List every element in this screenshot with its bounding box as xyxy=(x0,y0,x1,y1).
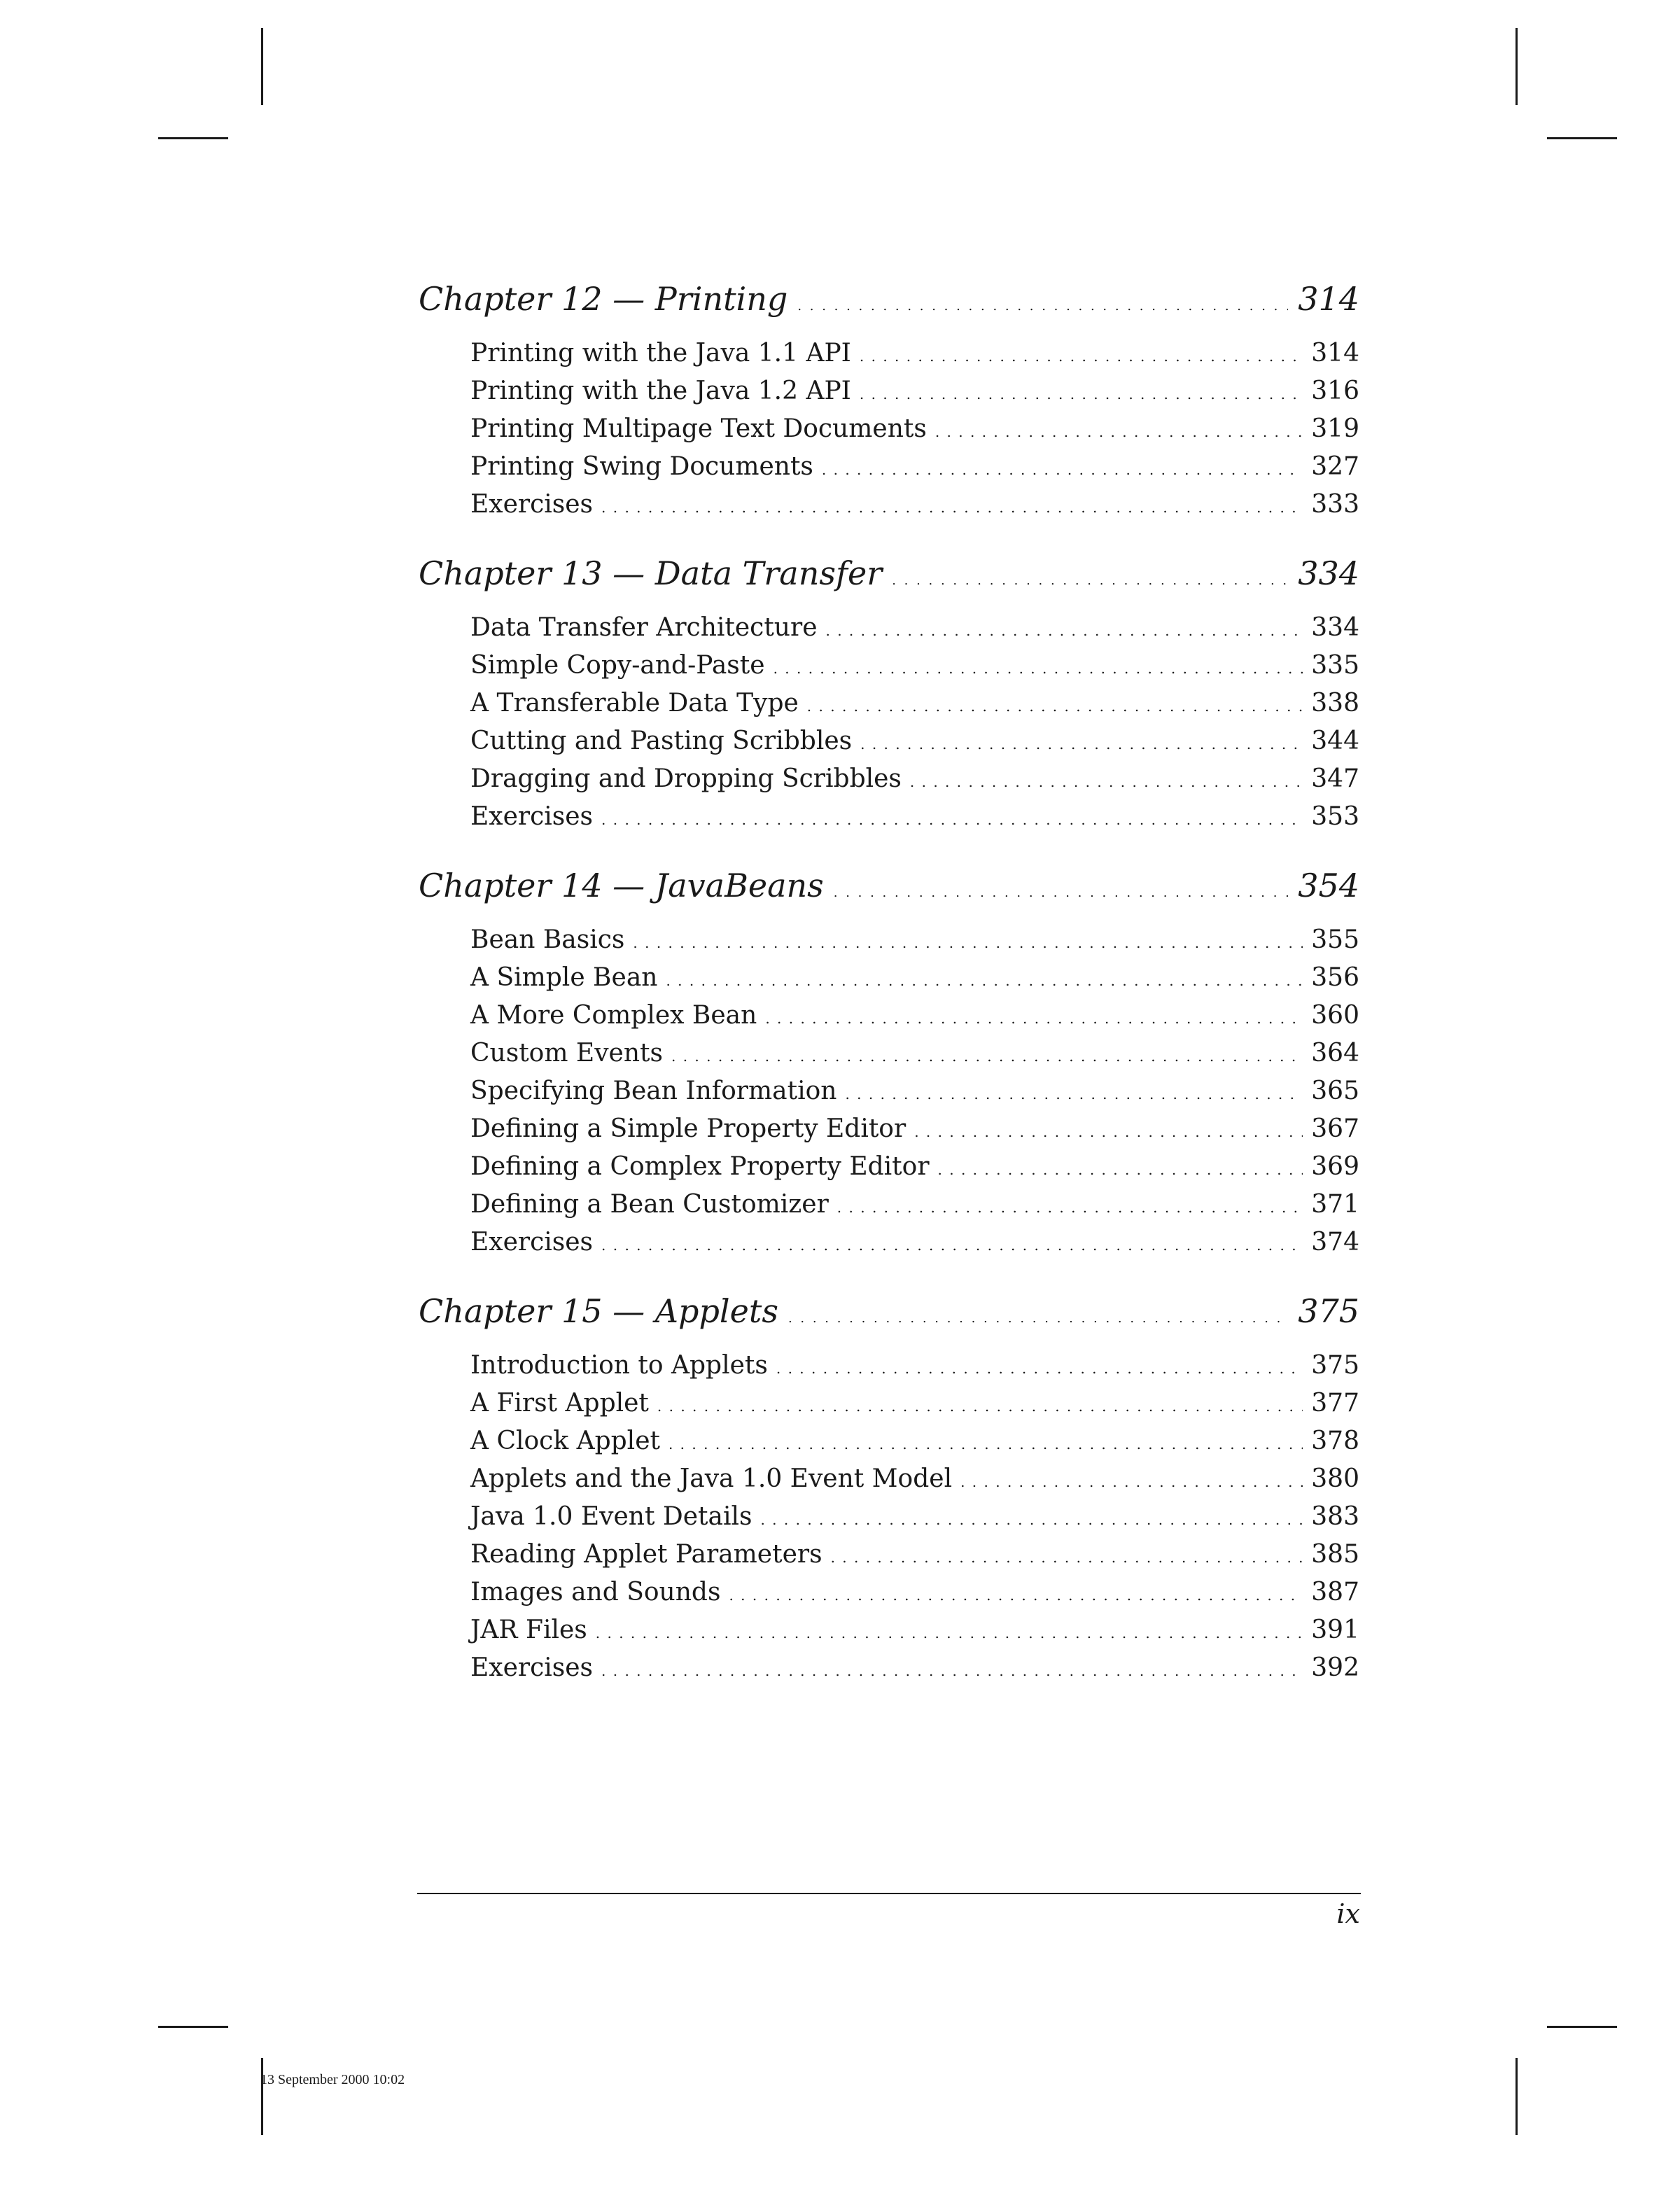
toc-entry[interactable] xyxy=(470,689,1359,727)
crop-mark-bottom-left-horizontal xyxy=(158,2026,228,2028)
chapter-heading[interactable] xyxy=(419,280,1359,336)
chapter-title: Chapter 14 — JavaBeans xyxy=(419,867,824,904)
toc-entry[interactable] xyxy=(470,1001,1359,1039)
entry-title: JAR Files xyxy=(470,1616,587,1644)
toc-entry[interactable] xyxy=(470,1540,1359,1578)
chapter-page-number: 334 xyxy=(1298,554,1359,592)
dot-leader xyxy=(601,811,1303,828)
chapter-title: Chapter 12 — Printing xyxy=(419,280,788,318)
entry-title: Exercises xyxy=(470,490,594,519)
entry-page-number: 378 xyxy=(1311,1427,1359,1455)
entry-page-number: 377 xyxy=(1311,1389,1359,1418)
entry-title: A Clock Applet xyxy=(470,1427,660,1455)
entry-page-number: 333 xyxy=(1311,490,1359,519)
entry-title: Defining a Complex Property Editor xyxy=(470,1152,930,1181)
entry-title: Applets and the Java 1.0 Event Model xyxy=(470,1464,953,1493)
toc-entry[interactable] xyxy=(470,925,1359,963)
entry-page-number: 314 xyxy=(1311,339,1359,368)
entry-page-number: 374 xyxy=(1311,1228,1359,1256)
entry-page-number: 353 xyxy=(1311,802,1359,831)
chapter-section xyxy=(419,1292,1359,1691)
dot-leader xyxy=(892,573,1288,588)
section-list xyxy=(470,339,1359,528)
toc-entry[interactable] xyxy=(470,1653,1359,1691)
entry-page-number: 367 xyxy=(1311,1114,1359,1143)
entry-page-number: 335 xyxy=(1311,651,1359,680)
toc-entry[interactable] xyxy=(470,490,1359,528)
chapter-heading[interactable] xyxy=(419,1292,1359,1348)
entry-page-number: 365 xyxy=(1311,1077,1359,1105)
toc-entry[interactable] xyxy=(470,802,1359,840)
dot-leader xyxy=(860,348,1303,365)
toc-entry[interactable] xyxy=(470,963,1359,1001)
dot-leader xyxy=(860,386,1303,402)
toc-entry[interactable] xyxy=(470,1190,1359,1228)
dot-leader xyxy=(633,934,1303,951)
dot-leader xyxy=(860,736,1303,752)
entry-title: Images and Sounds xyxy=(470,1578,721,1606)
dot-leader xyxy=(601,1237,1303,1254)
dot-leader xyxy=(776,1360,1303,1377)
entry-title: Simple Copy-and-Paste xyxy=(470,651,765,680)
dot-leader xyxy=(831,1549,1303,1566)
entry-page-number: 392 xyxy=(1311,1653,1359,1682)
section-list xyxy=(470,925,1359,1266)
entry-title: Custom Events xyxy=(470,1039,663,1068)
entry-page-number: 364 xyxy=(1311,1039,1359,1068)
entry-title: A Transferable Data Type xyxy=(470,689,799,718)
chapter-heading[interactable] xyxy=(419,867,1359,923)
chapter-title: Chapter 15 — Applets xyxy=(419,1292,778,1330)
toc-entry[interactable] xyxy=(470,377,1359,414)
dot-leader xyxy=(601,499,1303,516)
entry-title: A More Complex Bean xyxy=(470,1001,757,1030)
entry-title: Printing Multipage Text Documents xyxy=(470,414,927,443)
entry-title: Introduction to Applets xyxy=(470,1351,768,1380)
entry-page-number: 347 xyxy=(1311,764,1359,793)
entry-page-number: 344 xyxy=(1311,727,1359,755)
crop-mark-top-right-vertical xyxy=(1516,28,1518,105)
entry-page-number: 380 xyxy=(1311,1464,1359,1493)
entry-title: Cutting and Pasting Scribbles xyxy=(470,727,853,755)
entry-page-number: 355 xyxy=(1311,925,1359,954)
entry-page-number: 327 xyxy=(1311,452,1359,481)
toc-entry[interactable] xyxy=(470,1077,1359,1114)
toc-entry[interactable] xyxy=(470,1351,1359,1389)
dot-leader xyxy=(668,1436,1303,1452)
chapter-heading[interactable] xyxy=(419,554,1359,610)
toc-entry[interactable] xyxy=(470,414,1359,452)
entry-page-number: 387 xyxy=(1311,1578,1359,1606)
section-list xyxy=(470,1351,1359,1691)
toc-entry[interactable] xyxy=(470,1427,1359,1464)
dot-leader xyxy=(666,972,1303,989)
dot-leader xyxy=(834,886,1288,900)
dot-leader xyxy=(935,424,1303,440)
toc-entry[interactable] xyxy=(470,727,1359,764)
entry-page-number: 334 xyxy=(1311,613,1359,642)
dot-leader xyxy=(671,1048,1303,1065)
dot-leader xyxy=(601,1662,1303,1679)
dot-leader xyxy=(910,774,1303,790)
entry-page-number: 375 xyxy=(1311,1351,1359,1380)
crop-mark-bottom-right-vertical xyxy=(1516,2058,1518,2135)
dot-leader xyxy=(807,698,1303,715)
toc-entry[interactable] xyxy=(470,1152,1359,1190)
entry-page-number: 338 xyxy=(1311,689,1359,718)
toc-entry[interactable] xyxy=(470,613,1359,651)
entry-page-number: 360 xyxy=(1311,1001,1359,1030)
crop-mark-top-right-horizontal xyxy=(1547,137,1617,139)
entry-title: Specifying Bean Information xyxy=(470,1077,837,1105)
toc-entry[interactable] xyxy=(470,1464,1359,1502)
toc-entry[interactable] xyxy=(470,1578,1359,1616)
entry-title: Printing with the Java 1.2 API xyxy=(470,377,851,405)
dot-leader xyxy=(774,660,1303,677)
table-of-contents xyxy=(419,280,1359,1718)
page-number: ix xyxy=(1336,1898,1360,1929)
crop-mark-top-left-vertical xyxy=(261,28,263,105)
dot-leader xyxy=(822,461,1303,478)
entry-title: Dragging and Dropping Scribbles xyxy=(470,764,902,793)
chapter-page-number: 314 xyxy=(1298,280,1359,318)
toc-entry[interactable] xyxy=(470,452,1359,490)
footer-rule xyxy=(417,1893,1361,1894)
entry-page-number: 391 xyxy=(1311,1616,1359,1644)
chapter-section xyxy=(419,280,1359,528)
dot-leader xyxy=(960,1474,1303,1490)
dot-leader xyxy=(845,1086,1303,1102)
dot-leader xyxy=(938,1161,1303,1178)
chapter-section xyxy=(419,867,1359,1266)
chapter-page-number: 354 xyxy=(1298,867,1359,904)
entry-page-number: 316 xyxy=(1311,377,1359,405)
section-list xyxy=(470,613,1359,840)
print-timestamp: 13 September 2000 10:02 xyxy=(260,2072,405,2087)
entry-title: Defining a Simple Property Editor xyxy=(470,1114,906,1143)
crop-mark-top-left-horizontal xyxy=(158,137,228,139)
dot-leader xyxy=(914,1124,1303,1140)
crop-mark-bottom-left-vertical xyxy=(261,2058,263,2135)
entry-title: Exercises xyxy=(470,802,594,831)
chapter-page-number: 375 xyxy=(1298,1292,1359,1330)
toc-entry[interactable] xyxy=(470,1228,1359,1266)
entry-title: Exercises xyxy=(470,1228,594,1256)
entry-title: Bean Basics xyxy=(470,925,625,954)
entry-title: Exercises xyxy=(470,1653,594,1682)
entry-title: A First Applet xyxy=(470,1389,649,1418)
toc-entry[interactable] xyxy=(470,1039,1359,1077)
entry-title: Reading Applet Parameters xyxy=(470,1540,822,1569)
entry-page-number: 356 xyxy=(1311,963,1359,992)
dot-leader xyxy=(596,1625,1303,1642)
dot-leader xyxy=(797,299,1288,314)
dot-leader xyxy=(826,622,1303,639)
toc-entry[interactable] xyxy=(470,1114,1359,1152)
entry-page-number: 371 xyxy=(1311,1190,1359,1219)
toc-entry[interactable] xyxy=(470,1389,1359,1427)
entry-page-number: 369 xyxy=(1311,1152,1359,1181)
toc-entry[interactable] xyxy=(470,339,1359,377)
dot-leader xyxy=(765,1010,1303,1027)
dot-leader xyxy=(760,1511,1303,1528)
toc-entry[interactable] xyxy=(470,1502,1359,1540)
dot-leader xyxy=(837,1199,1303,1216)
entry-title: Defining a Bean Customizer xyxy=(470,1190,829,1219)
dot-leader xyxy=(788,1311,1288,1326)
toc-entry[interactable] xyxy=(470,1616,1359,1653)
entry-page-number: 319 xyxy=(1311,414,1359,443)
entry-title: Data Transfer Architecture xyxy=(470,613,818,642)
entry-title: Java 1.0 Event Details xyxy=(470,1502,752,1531)
entry-page-number: 385 xyxy=(1311,1540,1359,1569)
entry-title: A Simple Bean xyxy=(470,963,658,992)
entry-title: Printing with the Java 1.1 API xyxy=(470,339,851,368)
chapter-section xyxy=(419,554,1359,840)
chapter-title: Chapter 13 — Data Transfer xyxy=(419,554,883,592)
dot-leader xyxy=(657,1398,1303,1415)
dot-leader xyxy=(729,1587,1303,1604)
crop-mark-bottom-right-horizontal xyxy=(1547,2026,1617,2028)
toc-entry[interactable] xyxy=(470,651,1359,689)
entry-page-number: 383 xyxy=(1311,1502,1359,1531)
toc-entry[interactable] xyxy=(470,764,1359,802)
entry-title: Printing Swing Documents xyxy=(470,452,813,481)
